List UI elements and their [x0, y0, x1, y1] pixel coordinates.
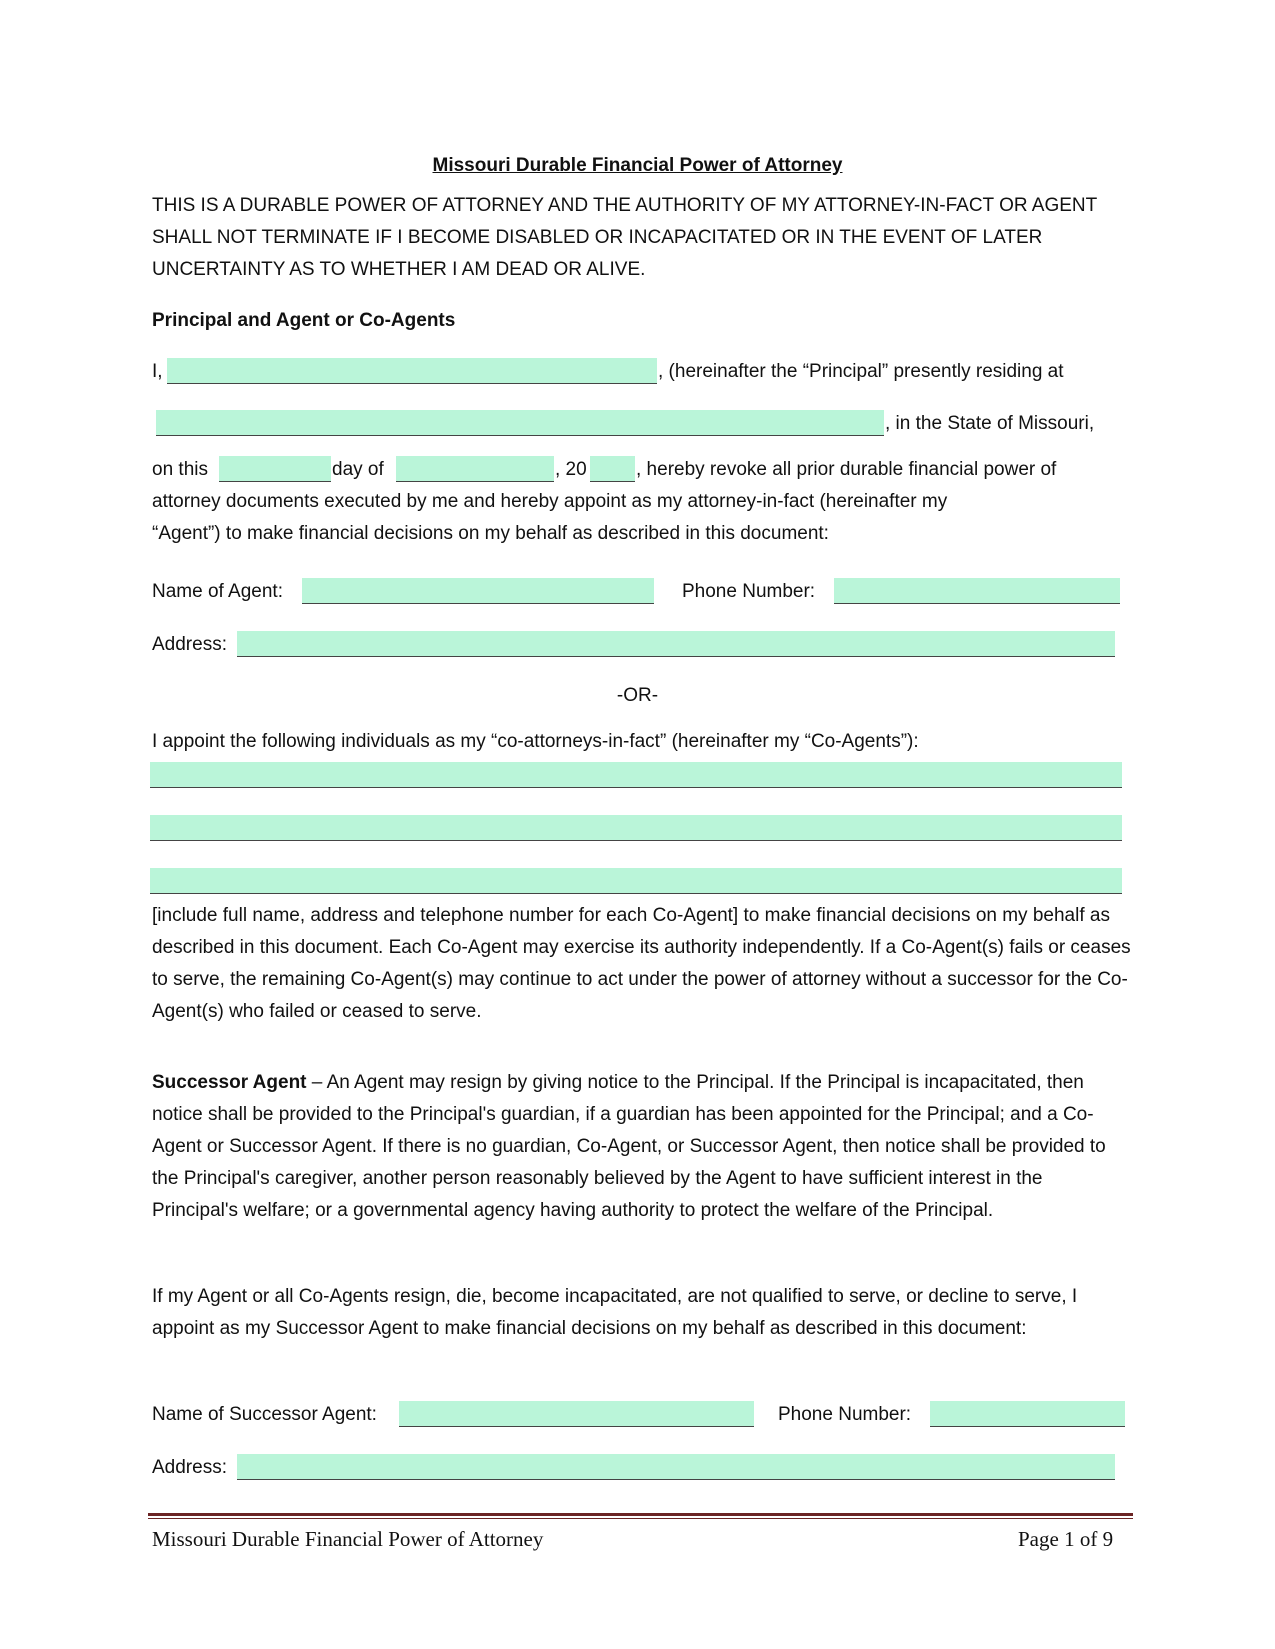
page-title: Missouri Durable Financial Power of Attorney	[432, 155, 843, 176]
year-prefix: , 20	[555, 459, 587, 480]
page-number: Page 1 of 9	[1018, 1527, 1114, 1551]
principal-address-field[interactable]	[156, 410, 884, 436]
successor-address-field[interactable]	[237, 1454, 1115, 1480]
day-field[interactable]	[219, 456, 331, 482]
successor-text: – An Agent may resign by giving notice to the Principal. If the Principal is incapacitated, then notice shall be provided to the Principal's guardian, if a guardian has been appointed for the Principal; and a Co-Agent or Successor Agent. If there is no guardian, Co-Agent, or Successor Agent, then notice shall be provided to the Principal's caregiver, another person reasonably believed by the Agent to have sufficient interest in the Principal's welfare; or a governmental agency having authority to protect the welfare of the Principal.	[152, 1072, 1106, 1221]
principal-name-field[interactable]	[167, 358, 657, 384]
successor-name-field[interactable]	[399, 1401, 754, 1427]
agent-phone-label: Phone Number:	[682, 581, 816, 602]
successor-address-label: Address:	[152, 1457, 227, 1478]
agent-address-label: Address:	[152, 634, 227, 655]
agent-address-field[interactable]	[237, 631, 1115, 657]
footer-rule	[148, 1513, 1133, 1516]
line1-suffix: , (hereinafter the “Principal” presently residing at	[658, 361, 1064, 382]
year-field[interactable]	[590, 456, 635, 482]
successor-phone-field[interactable]	[930, 1401, 1125, 1427]
successor-phone-label: Phone Number:	[778, 1404, 912, 1425]
coagent-field-1[interactable]	[150, 762, 1122, 788]
intro-paragraph: THIS IS A DURABLE POWER OF ATTORNEY AND THE AUTHORITY OF MY ATTORNEY-IN-FACT OR AGENT SHALL NOT TERMINATE IF I BECOME DISABLED OR INCAPACITATED OR IN THE EVENT OF LATER UNCERTAINTY AS TO WHETHER I AM DEAD OR ALIVE.	[152, 195, 1097, 280]
footer-rule-thin	[148, 1518, 1133, 1519]
coagent-field-3[interactable]	[150, 868, 1122, 894]
line4-text: attorney documents executed by me and hereby appoint as my attorney-in-fact (hereinafter my	[152, 491, 948, 512]
line2-suffix: , in the State of Missouri,	[885, 413, 1095, 434]
coagent-field-2[interactable]	[150, 815, 1122, 841]
section-heading: Principal and Agent or Co-Agents	[152, 310, 456, 331]
successor-paragraph	[152, 1067, 1132, 1227]
agent-name-label: Name of Agent:	[152, 581, 283, 602]
or-divider: -OR-	[616, 685, 659, 706]
day-of-label: day of	[332, 459, 384, 480]
footer-title: Missouri Durable Financial Power of Attorney	[152, 1527, 544, 1551]
month-field[interactable]	[396, 456, 554, 482]
line1-prefix: I,	[152, 361, 163, 382]
agent-phone-field[interactable]	[834, 578, 1120, 604]
coagents-intro: I appoint the following individuals as my “co-attorneys-in-fact” (hereinafter my “Co-Agents”):	[152, 731, 919, 752]
successor-appoint-paragraph: If my Agent or all Co-Agents resign, die, become incapacitated, are not qualified to serve, or decline to serve, I appoint as my Successor Agent to make financial decisions on my behalf as described in this document:	[152, 1286, 1078, 1339]
agent-name-field[interactable]	[302, 578, 654, 604]
coagents-note: [include full name, address and telephone number for each Co-Agent] to make financial decisions on my behalf as described in this document. Each Co-Agent may exercise its authority independently. If a Co-Agent(s) fails or ceases to serve, the remaining Co-Agent(s) may continue to act under the power of attorney without a successor for the Co-Agent(s) who failed or ceased to serve.	[152, 905, 1131, 1022]
on-this-label: on this	[152, 459, 208, 480]
successor-heading: Successor Agent	[152, 1072, 307, 1093]
line5-text: “Agent”) to make financial decisions on my behalf as described in this document:	[152, 523, 829, 544]
successor-name-label: Name of Successor Agent:	[152, 1404, 377, 1425]
line3-rest: , hereby revoke all prior durable financial power of	[636, 459, 1057, 480]
